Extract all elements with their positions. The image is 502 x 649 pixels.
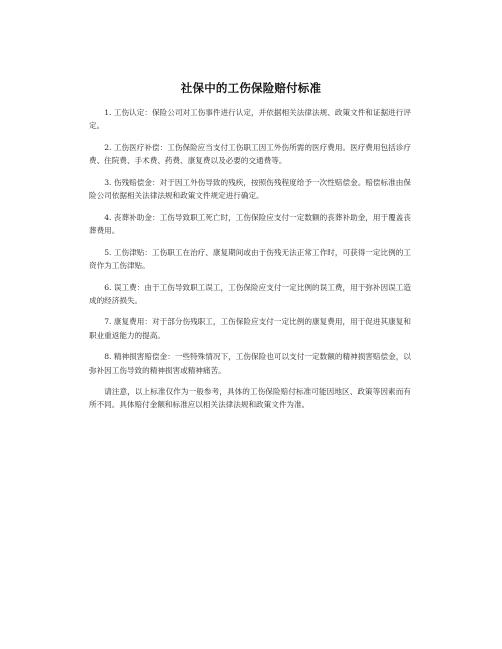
- paragraph-lost-wages: 6. 误工费：由于工伤导致职工误工，工伤保险应支付一定比例的误工费，用于弥补因误工造成的经济损失。: [89, 282, 411, 305]
- paragraph-work-injury-identification: 1. 工伤认定：保险公司对工伤事件进行认定，并依据相关法律法规、政策文件和证据进行评定。: [89, 108, 411, 131]
- document-body: [89, 106, 411, 420]
- paragraph-note: 请注意，以上标准仅作为一般参考，具体的工伤保险赔付标准可能因地区、政策等因素而有所不同。具体赔付金额和标准应以相关法律法规和政策文件为准。: [89, 387, 411, 410]
- paragraph-medical-compensation: 2. 工伤医疗补偿：工伤保险应当支付工伤职工因工外伤所需的医疗费用。医疗费用包括诊疗费、住院费、手术费、药费、康复费以及必要的交通费等。: [89, 142, 411, 166]
- paragraph-injury-allowance: 5. 工伤津贴：工伤职工在治疗、康复期间或由于伤残无法正常工作时，可获得一定比例的工资作为工伤津贴。: [89, 247, 411, 270]
- paragraph-funeral-subsidy: 4. 丧葬补助金：工伤导致职工死亡时，工伤保险应支付一定数额的丧葬补助金，用于覆盖丧葬费用。: [89, 212, 411, 235]
- document-title: 社保中的工伤保险赔付标准: [180, 81, 322, 95]
- paragraph-disability-compensation: 3. 伤残赔偿金：对于因工外伤导致的残疾，按照伤残程度给予一次性赔偿金。赔偿标准由保险公司依据相关法律法规和政策文件规定进行确定。: [89, 177, 411, 201]
- paragraph-rehabilitation-costs: 7. 康复费用：对于部分伤残职工，工伤保险应支付一定比例的康复费用，用于促进其康复和职业重返能力的提高。: [89, 317, 411, 340]
- paragraph-mental-damage-compensation: 8. 精神损害赔偿金：一些特殊情况下，工伤保险也可以支付一定数额的精神损害赔偿金，以弥补因工伤导致的精神损害或精神痛苦。: [89, 352, 411, 375]
